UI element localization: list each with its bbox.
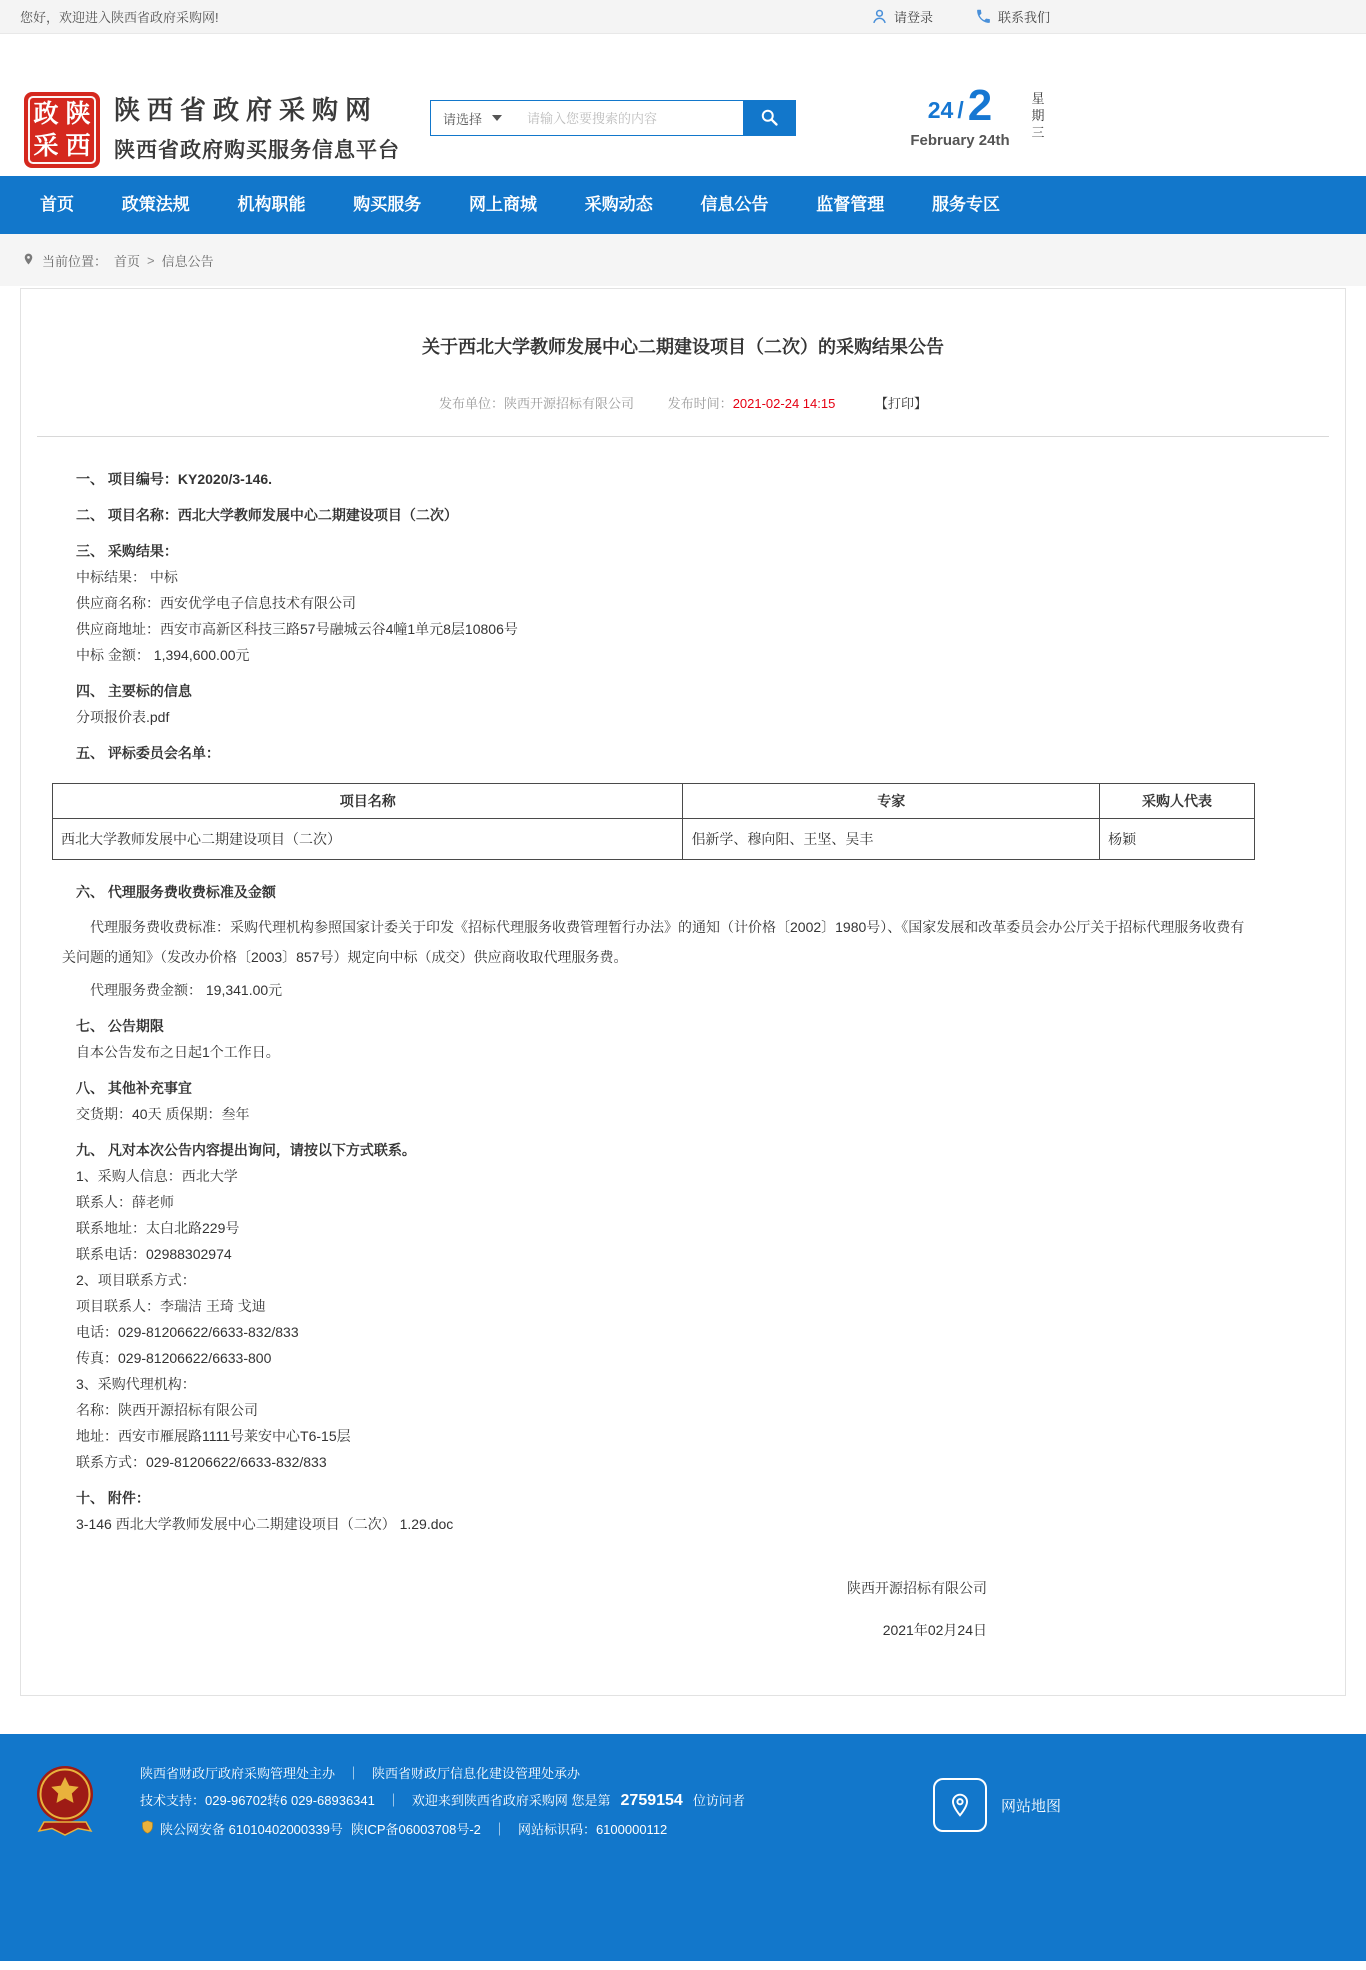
search-icon bbox=[759, 107, 779, 130]
article-body bbox=[21, 437, 1345, 1640]
purchaser-info: 1、采购人信息：西北大学 bbox=[76, 1168, 238, 1184]
topbar-links bbox=[871, 7, 1050, 26]
breadcrumb-prefix: 当前位置： bbox=[42, 253, 108, 269]
section-procurement-result: 三、 采购结果： bbox=[76, 543, 178, 559]
purchaser-contact-phone: 联系电话：02988302974 bbox=[76, 1246, 232, 1262]
publish-time-label: 发布时间： bbox=[667, 396, 733, 411]
announcement-period-text: 自本公告发布之日起1个工作日。 bbox=[76, 1044, 280, 1060]
cell-purchaser-representative: 杨颖 bbox=[1100, 819, 1255, 860]
committee-table bbox=[52, 783, 1255, 860]
government-emblem-icon bbox=[34, 1764, 96, 1845]
signature-date: 2021年02月24日 bbox=[882, 1622, 987, 1638]
user-icon bbox=[871, 8, 888, 25]
agency-heading: 3、采购代理机构： bbox=[76, 1376, 196, 1392]
site-logo[interactable] bbox=[24, 92, 100, 168]
article-head bbox=[21, 289, 1345, 437]
contact-link[interactable]: 联系我们 bbox=[975, 7, 1050, 26]
breadcrumb-current[interactable]: 信息公告 bbox=[161, 253, 214, 269]
project-contact-heading: 2、项目联系方式： bbox=[76, 1272, 196, 1288]
date-separator: / bbox=[957, 96, 964, 123]
section-project-name: 二、 项目名称：西北大学教师发展中心二期建设项目（二次） bbox=[76, 507, 458, 523]
supplier-name: 供应商名称：西安优学电子信息技术有限公司 bbox=[76, 595, 356, 611]
date-month-name: February bbox=[910, 131, 975, 149]
site-subtitle: 陕西省政府购买服务信息平台 bbox=[114, 139, 400, 162]
site-identifier-code: 网站标识码：6100000112 bbox=[517, 1821, 668, 1837]
logo-seal-characters: 政 陕 采 西 bbox=[28, 96, 96, 164]
nav-item-functions[interactable]: 机构职能 bbox=[237, 195, 306, 214]
signature-block bbox=[56, 1578, 1255, 1640]
date-month: 2 bbox=[967, 81, 993, 130]
agency-contact: 联系方式：029-81206622/6633-832/833 bbox=[76, 1454, 327, 1470]
footer-line-3: 陕公网安备 61010402000339号 陕ICP备06003708号-2 ｜ 网站标识码：6100000112 bbox=[140, 1819, 745, 1840]
sitemap-pin-icon bbox=[933, 1778, 987, 1832]
icp-registration-link[interactable]: 陕ICP备06003708号-2 bbox=[350, 1821, 481, 1837]
section-project-number: 一、 项目编号：KY2020/3-146. bbox=[76, 471, 273, 487]
nav-item-service-zone[interactable]: 服务专区 bbox=[932, 195, 1000, 214]
attachment-doc-link[interactable]: 3-146 西北大学教师发展中心二期建设项目（二次） 1.29.doc bbox=[76, 1516, 454, 1532]
publish-time-value: 2021-02-24 14:15 bbox=[732, 396, 836, 411]
public-security-registration-link[interactable]: 陕公网安备 61010402000339号 bbox=[140, 1819, 343, 1840]
delivery-warranty-text: 交货期：40天 质保期：叁年 bbox=[76, 1106, 250, 1122]
attachment-pdf-link[interactable]: 分项报价表.pdf bbox=[76, 709, 170, 725]
project-contact-fax: 传真：029-81206622/6633-800 bbox=[76, 1350, 272, 1366]
site-footer bbox=[0, 1734, 1366, 1961]
search-category-select[interactable]: 请选择 bbox=[431, 101, 523, 135]
breadcrumb-separator: > bbox=[147, 252, 155, 268]
site-title: 陕西省政府采购网 bbox=[114, 95, 379, 125]
print-button[interactable]: 【打印】 bbox=[874, 396, 927, 411]
search-button[interactable] bbox=[743, 101, 795, 135]
section-agency-fee: 六、 代理服务费收费标准及金额 bbox=[76, 884, 276, 900]
section-contact-methods: 九、 凡对本次公告内容提出询问，请按以下方式联系。 bbox=[76, 1142, 416, 1158]
header-date bbox=[896, 81, 1024, 149]
location-pin-icon bbox=[22, 251, 35, 270]
footer-organizer: 陕西省财政厅信息化建设管理处承办 bbox=[372, 1766, 581, 1781]
site-titles bbox=[114, 90, 400, 164]
nav-item-purchase-services[interactable]: 购买服务 bbox=[353, 195, 422, 214]
agency-name: 名称：陕西开源招标有限公司 bbox=[76, 1402, 258, 1418]
main-nav bbox=[0, 176, 1366, 234]
sitemap-link[interactable] bbox=[933, 1778, 1061, 1832]
table-header-row bbox=[53, 784, 1255, 819]
site-header bbox=[0, 34, 1366, 176]
footer-text-block bbox=[140, 1756, 745, 1840]
login-link[interactable]: 请登录 bbox=[871, 7, 933, 26]
publish-info bbox=[21, 393, 1345, 412]
sitemap-label: 网站地图 bbox=[1001, 1797, 1062, 1815]
cell-project-name: 西北大学教师发展中心二期建设项目（二次） bbox=[53, 819, 683, 860]
purchaser-contact-address: 联系地址：太白北路229号 bbox=[76, 1220, 240, 1236]
footer-welcome-prefix: 欢迎来到陕西省政府采购网 您是第 bbox=[411, 1793, 611, 1808]
date-weekday: 星期三 bbox=[1031, 91, 1045, 140]
agency-fee-standard: 代理服务费收费标准：采购代理机构参照国家计委关于印发《招标代理服务收费管理暂行办法》的通知（计价格〔2002〕1980号）、《国家发展和改革委员会办公厅关于招标代理服务收费有关问题的通知》（发改办价格〔2003〕857号）规定向中标（成交）供应商收取代理服务费。 bbox=[62, 919, 1245, 965]
nav-item-supervision[interactable]: 监督管理 bbox=[816, 195, 885, 214]
publisher-label: 发布单位： bbox=[439, 396, 505, 411]
footer-line-2: 技术支持：029-96702转6 029-68936341 ｜ 欢迎来到陕西省政府采购网 您是第 2759154 位访问者 bbox=[140, 1792, 745, 1809]
nav-item-home[interactable]: 首页 bbox=[40, 195, 74, 214]
col-purchaser-representative: 采购人代表 bbox=[1100, 784, 1255, 819]
announcement-card bbox=[20, 288, 1346, 1696]
date-day: 24 bbox=[927, 96, 954, 123]
nav-item-policies[interactable]: 政策法规 bbox=[121, 195, 190, 214]
col-experts: 专家 bbox=[683, 784, 1100, 819]
col-project-name: 项目名称 bbox=[53, 784, 683, 819]
agency-fee-amount: 代理服务费金额： 19,341.00元 bbox=[90, 982, 283, 998]
chevron-down-icon bbox=[492, 115, 502, 121]
phone-icon bbox=[975, 8, 992, 25]
purchaser-contact-person: 联系人：薛老师 bbox=[76, 1194, 174, 1210]
breadcrumb bbox=[0, 234, 1366, 286]
project-contact-phone: 电话：029-81206622/6633-832/833 bbox=[76, 1324, 299, 1340]
bid-amount: 中标 金额： 1,394,600.00元 bbox=[76, 647, 250, 663]
footer-host: 陕西省财政厅政府采购管理处主办 bbox=[140, 1766, 336, 1781]
security-badge-icon bbox=[140, 1819, 155, 1840]
supplier-address: 供应商地址：西安市高新区科技三路57号融城云谷4幢1单元8层10806号 bbox=[76, 621, 518, 637]
nav-item-announcements[interactable]: 信息公告 bbox=[700, 195, 769, 214]
agency-address: 地址：西安市雁展路1111号莱安中心T6-15层 bbox=[76, 1428, 351, 1444]
project-contact-person: 项目联系人：李瑞洁 王琦 戈迪 bbox=[76, 1298, 266, 1314]
section-other-matters: 八、 其他补充事宜 bbox=[76, 1080, 192, 1096]
table-row bbox=[53, 819, 1255, 860]
publisher-value: 陕西开源招标有限公司 bbox=[504, 396, 635, 411]
top-bar bbox=[0, 0, 1366, 34]
cell-experts: 佀新学、穆向阳、王坚、吴丰 bbox=[683, 819, 1100, 860]
breadcrumb-home[interactable]: 首页 bbox=[114, 253, 141, 269]
section-announcement-period: 七、 公告期限 bbox=[76, 1018, 164, 1034]
nav-item-procurement-news[interactable]: 采购动态 bbox=[584, 195, 653, 214]
footer-tech-support: 技术支持：029-96702转6 029-68936341 bbox=[140, 1793, 375, 1808]
section-committee-list: 五、 评标委员会名单： bbox=[76, 745, 220, 761]
welcome-text: 您好，欢迎进入陕西省政府采购网! bbox=[20, 10, 219, 25]
signature-company: 陕西开源招标有限公司 bbox=[847, 1580, 987, 1596]
bid-result: 中标结果： 中标 bbox=[76, 569, 178, 585]
date-day-ordinal: 24th bbox=[978, 131, 1010, 149]
search-input[interactable] bbox=[523, 101, 743, 135]
search-box bbox=[430, 100, 796, 136]
footer-line-1: 陕西省财政厅政府采购管理处主办 ｜ 陕西省财政厅信息化建设管理处承办 bbox=[140, 1766, 581, 1781]
footer-welcome-suffix: 位访问者 bbox=[692, 1793, 745, 1808]
visitor-count: 2759154 bbox=[620, 1792, 683, 1809]
section-attachments: 十、 附件： bbox=[76, 1490, 150, 1506]
page-title: 关于西北大学教师发展中心二期建设项目（二次）的采购结果公告 bbox=[422, 337, 944, 357]
section-main-subject-info: 四、 主要标的信息 bbox=[76, 683, 192, 699]
nav-item-online-mall[interactable]: 网上商城 bbox=[469, 195, 537, 214]
